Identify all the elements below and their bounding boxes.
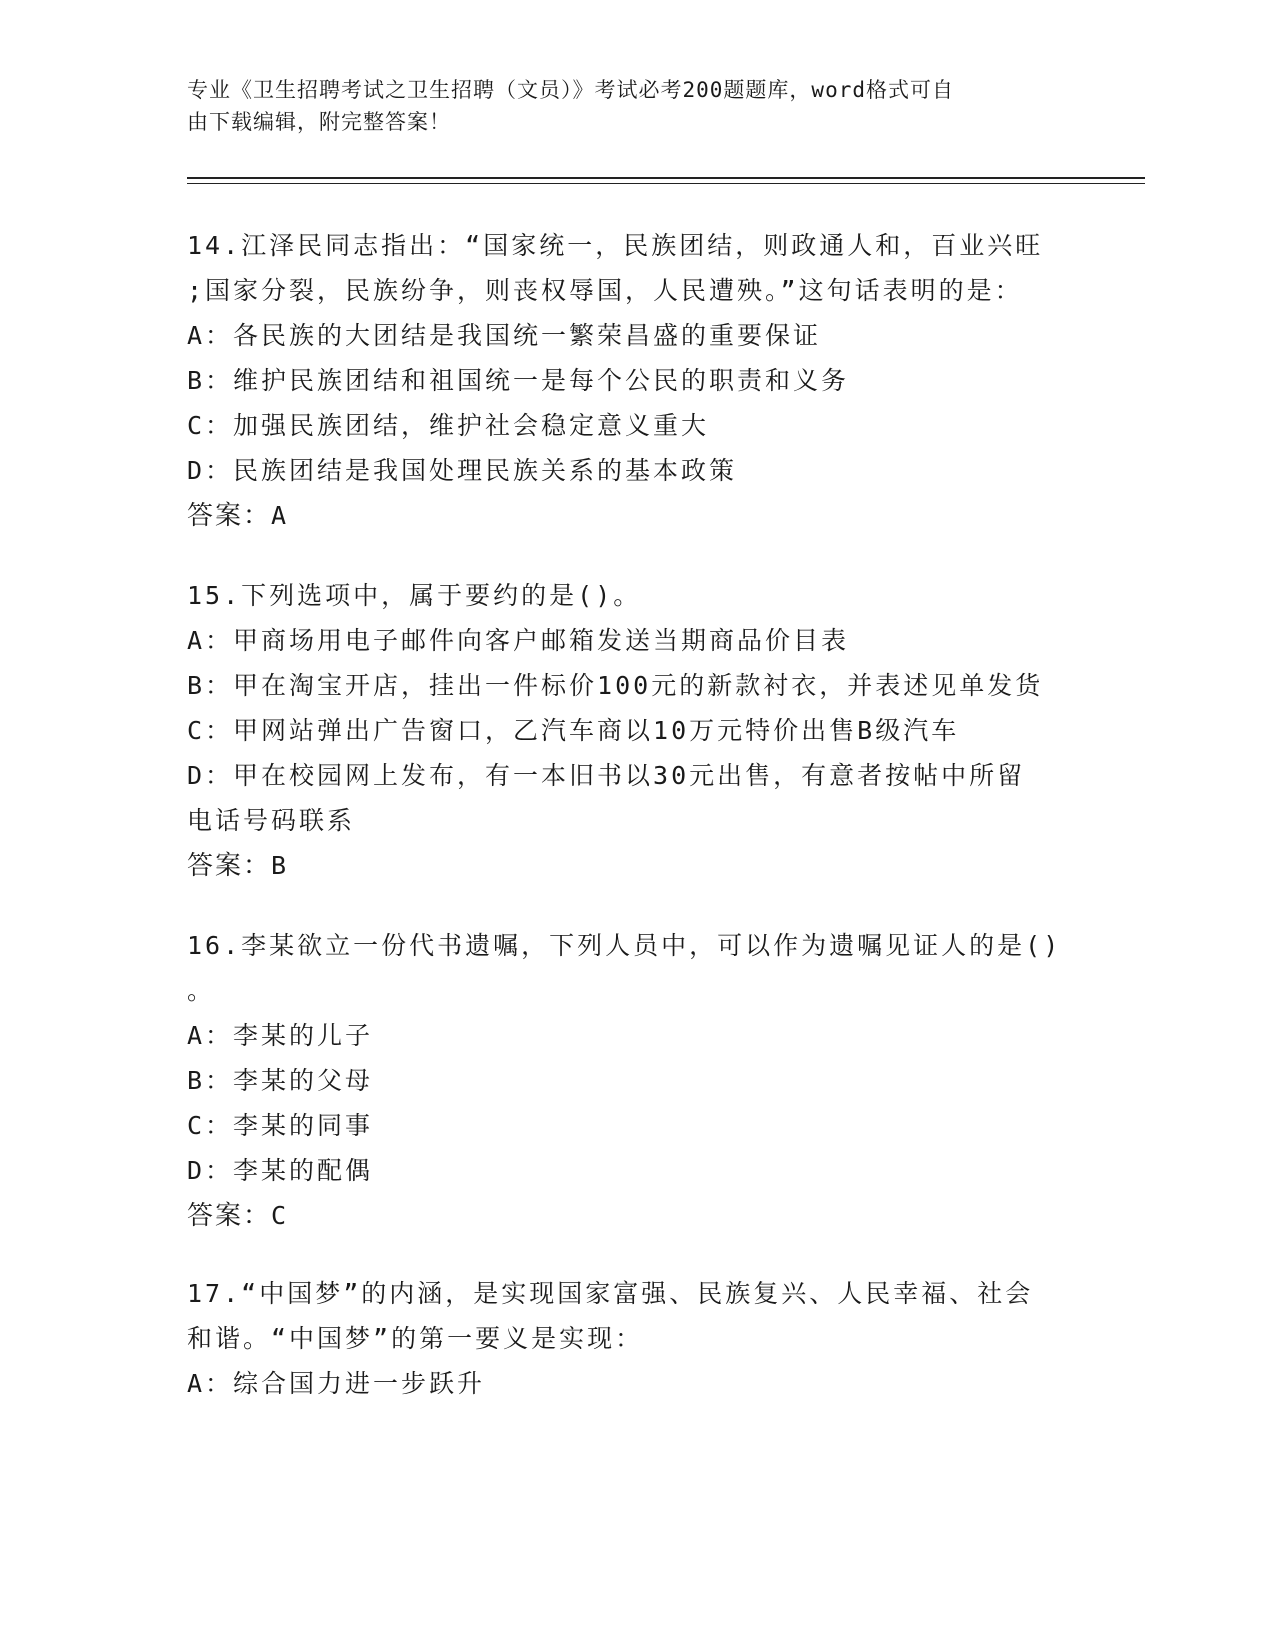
option-d: D：民族团结是我国处理民族关系的基本政策 <box>187 456 738 485</box>
header-line-2: 由下载编辑，附完整答案！ <box>187 110 451 134</box>
option-a: A：李某的儿子 <box>187 1021 374 1050</box>
option-c: C：甲网站弹出广告窗口，乙汽车商以10万元特价出售B级汽车 <box>187 716 960 745</box>
answer-label: 答案： <box>187 850 272 880</box>
option-d: D：甲在校园网上发布，有一本旧书以30元出售，有意者按帖中所留 <box>187 761 1026 790</box>
option-b: B：李某的父母 <box>187 1066 374 1095</box>
option-a: A：甲商场用电子邮件向客户邮箱发送当期商品价目表 <box>187 626 850 655</box>
option-b: B：甲在淘宝开店，挂出一件标价100元的新款衬衣，并表述见单发货 <box>187 671 1044 700</box>
header-divider-thick <box>187 177 1145 179</box>
option-d: D：李某的配偶 <box>187 1156 374 1185</box>
answer-value: A <box>271 501 290 530</box>
option-b: B：维护民族团结和祖国统一是每个公民的职责和义务 <box>187 366 850 395</box>
option-d-continued: 电话号码联系 <box>187 806 356 835</box>
option-c: C：李某的同事 <box>187 1111 374 1140</box>
option-a: A：综合国力进一步跃升 <box>187 1369 486 1398</box>
option-a: A：各民族的大团结是我国统一繁荣昌盛的重要保证 <box>187 321 822 350</box>
question-stem-line: 14.江泽民同志指出：“国家统一，民族团结，则政通人和，百业兴旺 <box>187 231 1044 260</box>
document-header <box>187 74 1067 138</box>
question-14 <box>187 223 1087 538</box>
question-17 <box>187 1271 1087 1406</box>
question-stem-line: 17.“中国梦”的内涵，是实现国家富强、民族复兴、人民幸福、社会 <box>187 1279 1034 1308</box>
question-stem-line: 和谐。“中国梦”的第一要义是实现： <box>187 1324 644 1353</box>
question-16 <box>187 923 1087 1238</box>
question-15 <box>187 573 1087 888</box>
answer-value: B <box>271 851 290 880</box>
answer-row <box>187 1193 1087 1238</box>
answer-row <box>187 843 1087 888</box>
answer-row <box>187 493 1087 538</box>
answer-label: 答案： <box>187 1200 272 1230</box>
answer-value: C <box>271 1201 290 1230</box>
answer-label: 答案： <box>187 500 272 530</box>
question-stem-line: ;国家分裂，民族纷争，则丧权辱国，人民遭殃。”这句话表明的是： <box>187 276 1023 305</box>
header-line-1: 专业《卫生招聘考试之卫生招聘（文员）》考试必考200题题库，word格式可自 <box>187 78 954 102</box>
question-stem-line: 15.下列选项中，属于要约的是()。 <box>187 581 642 610</box>
option-c: C：加强民族团结，维护社会稳定意义重大 <box>187 411 710 440</box>
question-stem-line: 16.李某欲立一份代书遗嘱，下列人员中，可以作为遗嘱见证人的是() <box>187 931 1062 960</box>
header-divider-thin <box>187 183 1145 184</box>
question-stem-line: 。 <box>187 976 216 1005</box>
